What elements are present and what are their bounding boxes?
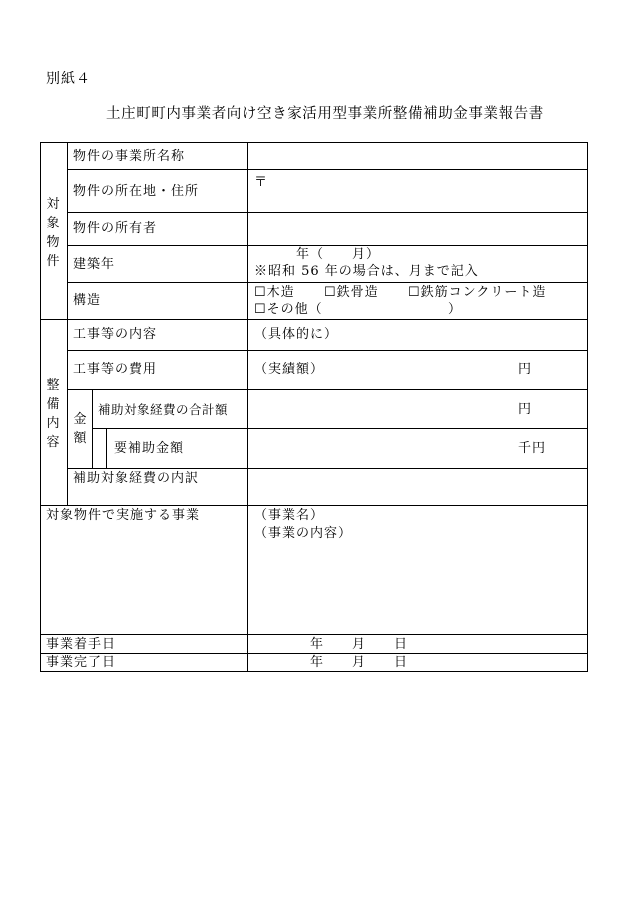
address-field[interactable] (248, 170, 587, 212)
subsidy-total-unit: 円 (518, 402, 533, 417)
business-name-label[interactable]: （事業名） (254, 508, 325, 523)
subsidy-request-label: 要補助金額 (114, 441, 185, 456)
subsidy-total-label: 補助対象経費の合計額 (98, 402, 229, 417)
business-label: 対象物件で実施する事業 (46, 508, 201, 523)
work-content-field[interactable]: （具体的に） (254, 327, 339, 342)
structure-option-other[interactable]: ☐その他（ (254, 302, 323, 317)
end-date-year[interactable]: 年 (310, 655, 325, 670)
target-group-label: 対 象 物 件 (46, 197, 60, 269)
start-date-month[interactable]: 月 (352, 637, 367, 652)
structure-option-rc[interactable]: ☐鉄筋コンクリート造 (408, 285, 547, 300)
structure-option-wood[interactable]: ☐木造 (254, 285, 295, 300)
owner-field[interactable] (248, 213, 587, 245)
office-name-label: 物件の事業所名称 (73, 149, 186, 164)
office-name-field[interactable] (248, 143, 587, 169)
work-content-label: 工事等の内容 (73, 327, 158, 342)
end-date-label: 事業完了日 (46, 655, 117, 670)
structure-option-steel[interactable]: ☐鉄骨造 (324, 285, 379, 300)
attachment-label: 別紙４ (46, 71, 91, 87)
start-date-year[interactable]: 年 (310, 637, 325, 652)
built-year-label: 建築年 (73, 257, 116, 272)
built-year-input-line[interactable]: 年（ 月） (296, 247, 381, 262)
subsidy-request-unit: 千円 (518, 441, 547, 456)
work-cost-unit: 円 (518, 362, 533, 377)
structure-label: 構造 (73, 293, 102, 308)
subsidy-total-field[interactable] (248, 390, 587, 428)
address-label: 物件の所在地・住所 (73, 184, 200, 199)
end-date-day[interactable]: 日 (394, 655, 409, 670)
work-cost-field[interactable]: （実績額） (254, 362, 325, 377)
owner-label: 物件の所有者 (73, 221, 158, 236)
breakdown-field[interactable] (248, 469, 587, 505)
amount-group-label: 金 額 (73, 412, 87, 446)
work-cost-label: 工事等の費用 (73, 362, 158, 377)
postal-mark: 〒 (254, 175, 269, 190)
start-date-day[interactable]: 日 (394, 637, 409, 652)
built-year-note: ※昭和 56 年の場合は、月まで記入 (254, 264, 479, 279)
breakdown-label: 補助対象経費の内訳 (73, 471, 200, 486)
maintenance-group-label: 整 備 内 容 (46, 378, 60, 450)
page-title: 土庄町町内事業者向け空き家活用型事業所整備補助金事業報告書 (106, 106, 544, 122)
start-date-label: 事業着手日 (46, 637, 117, 652)
end-date-month[interactable]: 月 (352, 655, 367, 670)
business-content-label[interactable]: （事業の内容） (254, 526, 353, 541)
structure-other-close: ） (448, 302, 463, 317)
